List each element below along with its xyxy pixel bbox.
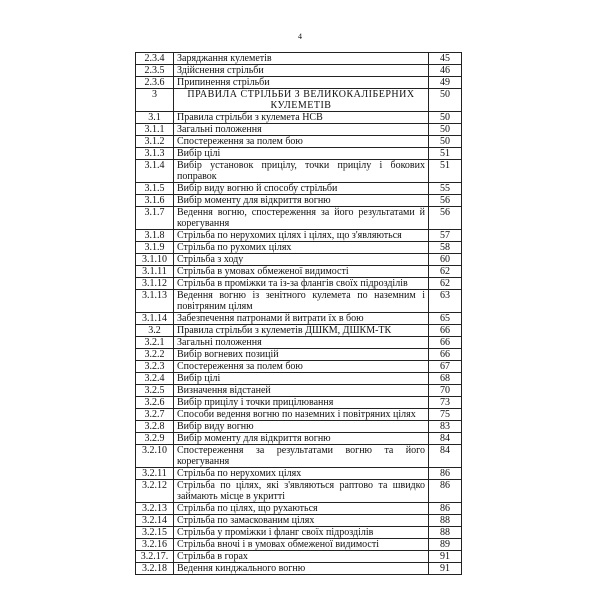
section-number: 3.1.4 (136, 160, 174, 183)
section-title: Стрільба в умовах обмеженої видимості (174, 266, 429, 278)
page-number-cell: 51 (429, 160, 462, 183)
section-number: 3.1.10 (136, 254, 174, 266)
page-number-cell: 45 (429, 53, 462, 65)
section-number: 3.1.2 (136, 136, 174, 148)
table-row (136, 65, 462, 77)
section-title: Загальні положення (174, 124, 429, 136)
page-number-cell: 88 (429, 527, 462, 539)
section-number: 3.2.3 (136, 361, 174, 373)
table-row (136, 337, 462, 349)
table-row (136, 242, 462, 254)
section-number: 3.1.5 (136, 183, 174, 195)
page-number-cell: 49 (429, 77, 462, 89)
section-title: Вибір цілі (174, 373, 429, 385)
table-row (136, 349, 462, 361)
page-number-cell: 86 (429, 480, 462, 503)
section-title: Ведення кинджального вогню (174, 563, 429, 575)
page-number-cell: 91 (429, 563, 462, 575)
table-row (136, 373, 462, 385)
page-number: 4 (298, 32, 302, 41)
table-row (136, 551, 462, 563)
page-number-cell: 70 (429, 385, 462, 397)
section-title: Стрільба з ходу (174, 254, 429, 266)
section-number: 3.1.3 (136, 148, 174, 160)
section-title: Ведення вогню із зенітного кулемета по наземним і повітряним цілям (174, 290, 429, 313)
section-title: Спостереження за результатами вогню та його корегування (174, 445, 429, 468)
section-number: 3.2 (136, 325, 174, 337)
section-number: 3 (136, 89, 174, 112)
table-row (136, 539, 462, 551)
toc-body (136, 53, 462, 575)
table-row (136, 433, 462, 445)
section-title: Вибір цілі (174, 148, 429, 160)
page-number-cell: 62 (429, 278, 462, 290)
section-number: 3.2.17. (136, 551, 174, 563)
section-number: 3.2.18 (136, 563, 174, 575)
table-row (136, 397, 462, 409)
page-number-cell: 58 (429, 242, 462, 254)
section-title: Визначення відстаней (174, 385, 429, 397)
section-title: Вибір моменту для відкриття вогню (174, 195, 429, 207)
section-number: 3.1 (136, 112, 174, 124)
section-title: Спостереження за полем бою (174, 361, 429, 373)
page-number-cell: 50 (429, 89, 462, 112)
section-number: 3.2.11 (136, 468, 174, 480)
section-number: 3.2.12 (136, 480, 174, 503)
section-number: 3.2.16 (136, 539, 174, 551)
page-number-cell: 50 (429, 124, 462, 136)
page-number-cell: 75 (429, 409, 462, 421)
page-number-cell: 66 (429, 349, 462, 361)
section-title: Забезпечення патронами й витрати їх в бою (174, 313, 429, 325)
section-title: Стрільба в проміжки та із-за флангів своїх підрозділів (174, 278, 429, 290)
section-number: 3.2.7 (136, 409, 174, 421)
table-row (136, 313, 462, 325)
section-title: Стрільба вночі і в умовах обмеженої видимості (174, 539, 429, 551)
section-title: Стрільба у проміжки і фланг своїх підрозділів (174, 527, 429, 539)
section-title: Стрільба по цілях, що рухаються (174, 503, 429, 515)
section-number: 3.2.6 (136, 397, 174, 409)
section-title: Ведення вогню, спостереження за його результатами й корегування (174, 207, 429, 230)
page-number-cell: 84 (429, 445, 462, 468)
section-number: 3.2.9 (136, 433, 174, 445)
section-title: Спостереження за полем бою (174, 136, 429, 148)
section-title: Стрільба по нерухомих цілях і цілях, що з'являються (174, 230, 429, 242)
section-number: 3.2.8 (136, 421, 174, 433)
table-row (136, 409, 462, 421)
section-number: 3.2.1 (136, 337, 174, 349)
page-number-cell: 56 (429, 207, 462, 230)
section-number: 3.1.12 (136, 278, 174, 290)
page-number-cell: 65 (429, 313, 462, 325)
table-row (136, 195, 462, 207)
section-number: 3.2.15 (136, 527, 174, 539)
table-row (136, 53, 462, 65)
section-number: 3.1.8 (136, 230, 174, 242)
section-title: Припинення стрільби (174, 77, 429, 89)
page-number-cell: 57 (429, 230, 462, 242)
page-number-cell: 55 (429, 183, 462, 195)
section-number: 3.1.13 (136, 290, 174, 313)
section-title: Правила стрільби з кулеметів ДШКМ, ДШКМ-ТК (174, 325, 429, 337)
page-number-cell: 88 (429, 515, 462, 527)
section-number: 3.1.9 (136, 242, 174, 254)
table-row (136, 325, 462, 337)
section-title: Загальні положення (174, 337, 429, 349)
table-row (136, 183, 462, 195)
table-row (136, 254, 462, 266)
page-number-cell: 60 (429, 254, 462, 266)
section-title: Вибір установок прицілу, точки прицілу і бокових поправок (174, 160, 429, 183)
section-title: Способи ведення вогню по наземних і повітряних цілях (174, 409, 429, 421)
table-row (136, 148, 462, 160)
section-title: Здійснення стрільби (174, 65, 429, 77)
page-number-cell: 86 (429, 468, 462, 480)
table-row (136, 445, 462, 468)
section-number: 3.2.14 (136, 515, 174, 527)
table-row (136, 136, 462, 148)
section-number: 2.3.6 (136, 77, 174, 89)
table-row (136, 77, 462, 89)
page-number-cell: 83 (429, 421, 462, 433)
page-number-cell: 89 (429, 539, 462, 551)
table-row (136, 480, 462, 503)
section-title: Стрільба по нерухомих цілях (174, 468, 429, 480)
section-number: 3.1.11 (136, 266, 174, 278)
table-row (136, 527, 462, 539)
table-row (136, 563, 462, 575)
table-row (136, 515, 462, 527)
page-number-cell: 68 (429, 373, 462, 385)
section-title: Стрільба по замаскованим цілях (174, 515, 429, 527)
section-number: 3.2.5 (136, 385, 174, 397)
page-number-cell: 46 (429, 65, 462, 77)
section-title: Заряджання кулеметів (174, 53, 429, 65)
table-row (136, 112, 462, 124)
section-number: 3.2.4 (136, 373, 174, 385)
table-row (136, 266, 462, 278)
page-number-cell: 73 (429, 397, 462, 409)
table-of-contents (135, 52, 462, 575)
section-title: Стрільба по рухомих цілях (174, 242, 429, 254)
section-number: 3.2.10 (136, 445, 174, 468)
page-number-cell: 50 (429, 112, 462, 124)
section-number: 3.1.6 (136, 195, 174, 207)
section-title: ПРАВИЛА СТРІЛЬБИ З ВЕЛИКОКАЛІБЕРНИХ КУЛЕМЕТІВ (174, 89, 429, 112)
table-row (136, 207, 462, 230)
page-number-cell: 56 (429, 195, 462, 207)
section-title: Правила стрільби з кулемета НСВ (174, 112, 429, 124)
page-number-cell: 51 (429, 148, 462, 160)
section-number: 3.2.2 (136, 349, 174, 361)
table-row (136, 160, 462, 183)
section-number: 3.1.7 (136, 207, 174, 230)
page-number-cell: 66 (429, 337, 462, 349)
table-row (136, 385, 462, 397)
table-row (136, 290, 462, 313)
page-number-cell: 63 (429, 290, 462, 313)
page-number-cell: 86 (429, 503, 462, 515)
table-row (136, 503, 462, 515)
page-number-cell: 62 (429, 266, 462, 278)
table-row (136, 278, 462, 290)
page-number-cell: 50 (429, 136, 462, 148)
section-number: 3.1.1 (136, 124, 174, 136)
section-title: Стрільба в горах (174, 551, 429, 563)
table-row (136, 421, 462, 433)
section-title: Вибір виду вогню (174, 421, 429, 433)
table-row (136, 89, 462, 112)
section-number: 2.3.4 (136, 53, 174, 65)
section-title: Вибір виду вогню й способу стрільби (174, 183, 429, 195)
page-number-cell: 67 (429, 361, 462, 373)
table-row (136, 468, 462, 480)
page-number-cell: 66 (429, 325, 462, 337)
section-number: 3.2.13 (136, 503, 174, 515)
table-row (136, 361, 462, 373)
page-number-cell: 91 (429, 551, 462, 563)
page-number-cell: 84 (429, 433, 462, 445)
table-row (136, 124, 462, 136)
section-title: Вибір прицілу і точки прицілювання (174, 397, 429, 409)
section-number: 2.3.5 (136, 65, 174, 77)
table-row (136, 230, 462, 242)
section-title: Вибір моменту для відкриття вогню (174, 433, 429, 445)
section-number: 3.1.14 (136, 313, 174, 325)
section-title: Стрільба по цілях, які з'являються раптово та швидко займають місце в укритті (174, 480, 429, 503)
section-title: Вибір вогневих позицій (174, 349, 429, 361)
